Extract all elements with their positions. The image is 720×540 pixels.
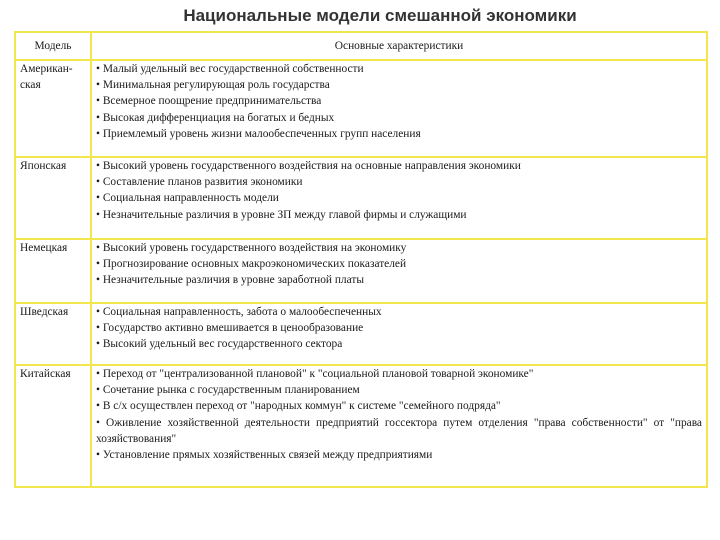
feature-item: • Установление прямых хозяйственных связей между предприятиями xyxy=(96,449,433,462)
model-name: Американ-ская xyxy=(15,60,91,157)
header-model: Модель xyxy=(15,32,91,60)
feature-item: • Высокий удельный вес государственного сектора xyxy=(96,338,343,351)
feature-item: • Высокий уровень государственного воздействия на экономику xyxy=(96,242,407,254)
feature-item: • Социальная направленность модели xyxy=(96,192,279,205)
header-features: Основные характеристики xyxy=(91,32,707,60)
feature-item: • Незначительные различия в уровне ЗП между главой фирмы и служащими xyxy=(96,208,467,221)
model-features xyxy=(91,60,707,157)
model-features xyxy=(91,239,707,303)
page-title: Национальные модели смешанной экономики xyxy=(183,6,577,25)
feature-item: • Приемлемый уровень жизни малообеспеченных групп населения xyxy=(96,127,421,140)
model-name: Шведская xyxy=(15,303,91,365)
model-features xyxy=(91,365,707,487)
feature-item: • Сочетание рынка с государственным планированием xyxy=(96,384,360,397)
model-features xyxy=(91,303,707,365)
feature-item: • Минимальная регулирующая роль государства xyxy=(96,79,330,92)
table-header-row xyxy=(15,32,707,60)
feature-item: • Переход от "централизованной плановой" к "социальной плановой товарной экономике" xyxy=(96,368,534,380)
model-name: Немецкая xyxy=(15,239,91,303)
feature-item: • Высокий уровень государственного воздействия на основные направления экономики xyxy=(96,160,521,172)
table-row xyxy=(15,365,707,487)
feature-item: • Оживление хозяйственной деятельности предприятий госсектора путем отделения "права собственности" от "права хозяйствования" xyxy=(96,416,702,445)
feature-item: • Всемерное поощрение предпринимательства xyxy=(96,95,322,108)
table-row xyxy=(15,60,707,157)
feature-item: • Составление планов развития экономики xyxy=(96,176,303,189)
model-name: Японская xyxy=(15,157,91,239)
models-table xyxy=(14,31,708,488)
feature-item: • Социальная направленность, забота о малообеспеченных xyxy=(96,306,382,318)
table-row xyxy=(15,239,707,303)
table-row xyxy=(15,157,707,239)
feature-item: • Высокая дифференциация на богатых и бедных xyxy=(96,111,335,124)
feature-item: • Государство активно вмешивается в ценообразование xyxy=(96,322,364,335)
feature-item: • Незначительные различия в уровне заработной платы xyxy=(96,274,365,287)
model-features xyxy=(91,157,707,239)
table-row xyxy=(15,303,707,365)
model-name: Китайская xyxy=(15,365,91,487)
feature-item: • В с/х осуществлен переход от "народных коммун" к системе "семейного подряда" xyxy=(96,400,501,413)
feature-item: • Прогнозирование основных макроэкономических показателей xyxy=(96,258,407,271)
feature-item: • Малый удельный вес государственной собственности xyxy=(96,63,364,75)
